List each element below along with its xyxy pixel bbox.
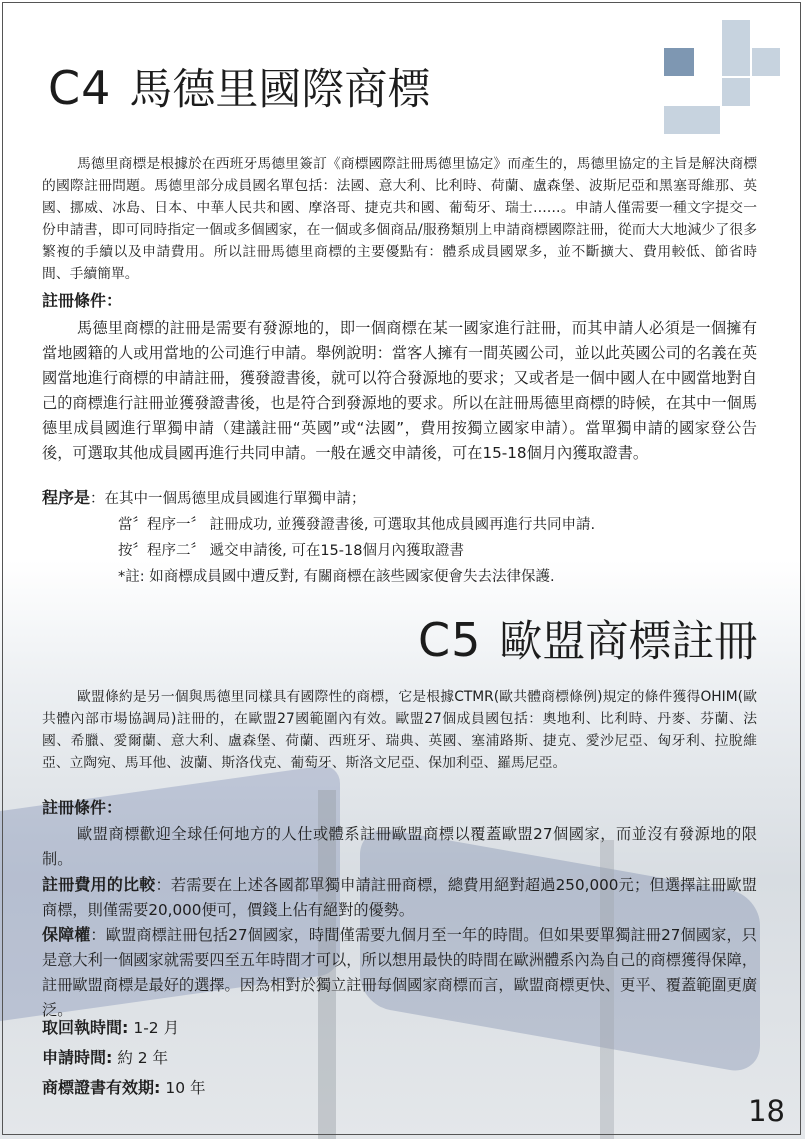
page-number: 18 xyxy=(748,1094,785,1128)
c4-conditions-heading: 註冊條件： xyxy=(42,291,123,310)
c5-conditions-heading: 註冊條件： xyxy=(42,798,123,817)
section-code: C5 xyxy=(418,613,482,667)
c5-conditions-paragraph: 歐盟商標歡迎全球任何地方的人仕或體系註冊歐盟商標以覆蓋歐盟27個國家，而並沒有發源地的限制。 xyxy=(42,825,757,868)
c5-intro-paragraph: 歐盟條約是另一個與馬德里同樣具有國際性的商標，它是根據CTMR(歐共體商標條例)規定的條件獲得OHIM(歐共體內部市場協調局)註冊的，在歐盟27國範圍內有效。歐盟27個成員國包括：奧地利、比利時、丹麥、芬蘭、法國、希臘、愛爾蘭、意大利、盧森堡、荷蘭、西班牙、瑞典、英國、塞浦路斯、捷克、愛沙尼亞、匈牙利、拉脫維亞、立陶宛、馬耳他、波蘭、斯洛伐克、葡萄牙、斯洛文尼亞、保加利亞、羅馬尼亞。 xyxy=(42,689,757,771)
c4-intro-paragraph: 馬德里商標是根據於在西班牙馬德里簽訂《商標國際註冊馬德里協定》而產生的，馬德里協定的主旨是解決商標的國際註冊問題。馬德里部分成員國名單包括：法國、意大利、比利時、荷蘭、盧森堡、波斯尼亞和黑塞哥維那、英國、挪威、冰島、日本、中華人民共和國、摩洛哥、捷克共和國、葡萄牙、瑞士……。申請人僅需要一種文字提交一份申請書，即可同時指定一個或多個國家，在一個或多個商品/服務類別上申請商標國際註冊，從而大大地減少了很多繁複的手續以及申請費用。所以註冊馬德里商標的主要優點有：體系成員國眾多，並不斷擴大、費用較低、節省時間、手續簡單。 xyxy=(42,156,757,282)
procedure-step: 當〞程序一〞 註冊成功, 並獲發證書後, 可選取其他成員國再進行共同申請. xyxy=(118,517,596,533)
procedure-step: 按〞程序二〞 遞交申請後, 可在15-18個月內獲取證書 xyxy=(118,543,464,559)
section-code: C4 xyxy=(48,61,112,115)
section-heading-c4 xyxy=(48,56,430,117)
cost-text: ：若需要在上述各國都單獨申請註冊商標，總費用絕對超過250,000元；但選擇註冊歐盟商標，則僅需要20,000便可，價錢上佔有絕對的優勢。 xyxy=(42,876,757,919)
c4-conditions-paragraph: 馬德里商標的註冊是需要有發源地的，即一個商標在某一國家進行註冊，而其申請人必須是一個擁有當地國籍的人或用當地的公司進行申請。舉例說明：當客人擁有一間英國公司，並以此英國公司的名義在英國當地進行商標的申請註冊，獲發證書後，就可以符合發源地的要求；又或者是一個中國人在中國當地對自己的商標進行註冊並獲發證書後，也是符合到發源地的要求。所以在註冊馬德里商標的時候，在其中一個馬德里成員國進行單獨申請（建議註冊“英國”或“法國”，費用按獨立國家申請）。當單獨申請的國家登公告後，可選取其他成員國再進行共同申請。一般在遞交申請後，可在15-18個月內獲取證書。 xyxy=(42,319,757,462)
c5-protection-paragraph xyxy=(42,922,757,1023)
protection-label: 保障權 xyxy=(42,925,91,944)
section-title: 歐盟商標註冊 xyxy=(499,617,758,667)
section-title: 馬德里國際商標 xyxy=(129,65,431,115)
section-heading-c5 xyxy=(418,608,757,669)
c5-cost-paragraph xyxy=(42,872,757,923)
procedure-note: *註: 如商標成員國中遭反對, 有關商標在該些國家便會失去法律保護. xyxy=(118,569,555,585)
protection-text: ：歐盟商標註冊包括27個國家，時間僅需要九個月至一年的時間。但如果要單獨註冊27個國家，只是意大利一個國家就需要四至五年時間才可以，所以想用最快的時間在歐洲體系內為自己的商標獲得保障，註冊歐盟商標是最好的選擇。因為相對於獨立註冊每個國家商標而言，歐盟商標更快、更平、覆蓋範圍更廣泛。 xyxy=(42,926,757,1019)
procedure-label: 程序是 xyxy=(42,488,91,507)
application-time: 申請時間: 約 2 年 xyxy=(42,1048,169,1067)
cost-label: 註冊費用的比較 xyxy=(42,875,156,894)
procedure-text: ：在其中一個馬德里成員國進行單獨申請； xyxy=(90,491,366,507)
certificate-validity: 商標證書有效期: 10 年 xyxy=(42,1078,206,1097)
c4-procedure xyxy=(42,486,366,511)
receipt-time: 取回執時間: 1-2 月 xyxy=(42,1018,180,1037)
